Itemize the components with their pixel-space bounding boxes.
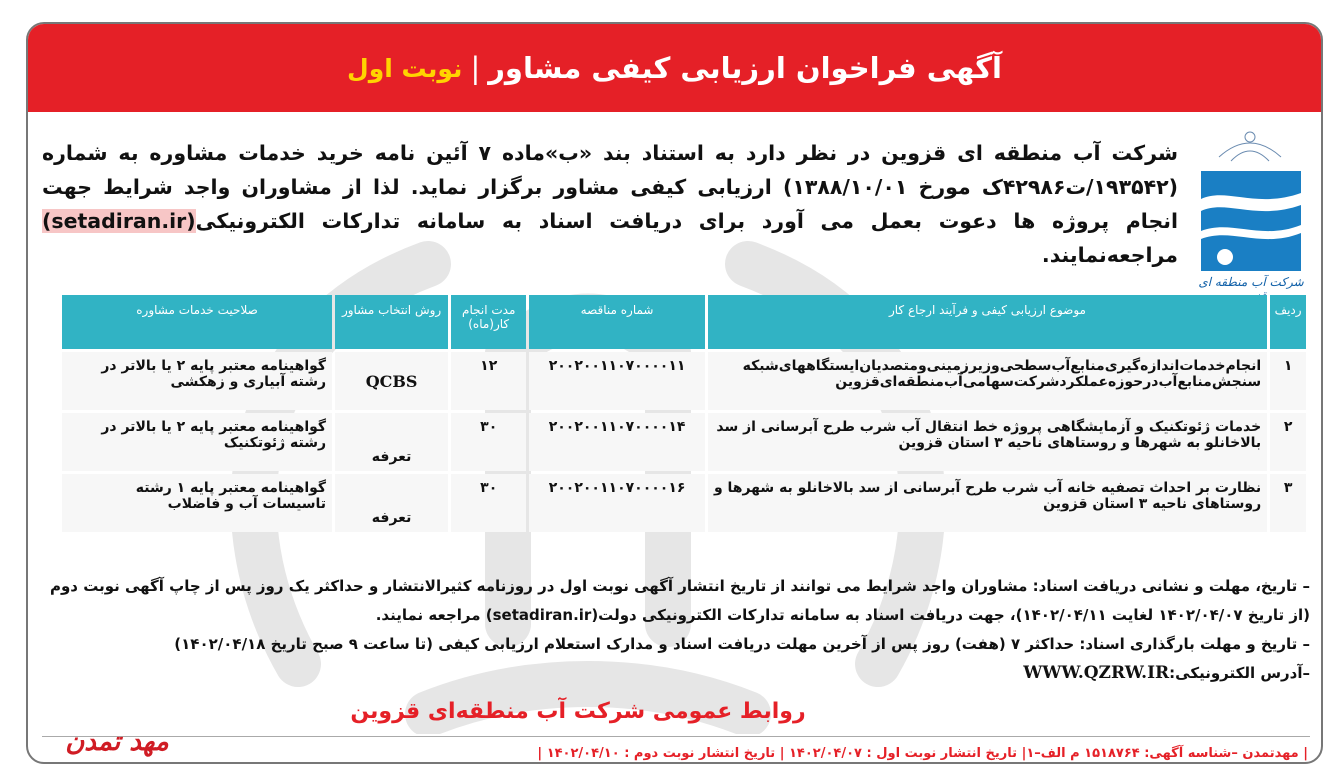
cell-method: QCBS	[335, 352, 448, 410]
cell-subject: نظارت بر احداث تصفیه خانه آب شرب طرح آبرسانی از سد بالاخانلو به شهرها و روستاهای ناحیه ۳ استان قزوین	[708, 474, 1267, 532]
cell-subject: انجام‌خدمات‌اندازه‌گیری‌منابع‌آب‌سطحی‌وزیرزمینی‌ومتصدیان‌ایستگاههای‌شبکه سنجش‌منابع‌آب‌در‌حوزه‌عملکرد‌شرکت‌سهامی‌آب‌منطقه‌ای‌قزوین	[708, 352, 1267, 410]
cell-idx: ۱	[1270, 352, 1306, 410]
note-document-receipt: – تاریخ، مهلت و نشانی دریافت اسناد: مشاوران واجد شرایط می توانند از تاریخ انتشار آگهی نوبت اول در روزنامه کثیرالانتشار و حداکثر یک روز پس از چاپ آگهی نوبت دوم (از تاریخ ۱۴۰۲/۰۴/۰۷ لغایت ۱۴۰۲/۰۴/۱۱)، جهت دریافت اسناد به سامانه تدارکات الکترونیکی دولت(setadiran.ir) مراجعه نمایند.	[49, 577, 1310, 624]
header-method: روش انتخاب مشاور	[335, 295, 448, 349]
table-row	[62, 474, 1306, 532]
cell-method: تعرفه	[335, 413, 448, 471]
works-table	[59, 292, 1309, 535]
announcement-header	[28, 24, 1321, 112]
water-wave-icon	[1201, 171, 1301, 271]
logo-caption: شرکت آب منطقه ای	[1198, 275, 1304, 289]
cell-method: تعرفه	[335, 474, 448, 532]
intro-site: (setadiran.ir)	[42, 209, 196, 233]
notes-section	[42, 572, 1310, 688]
public-relations-signature: روابط عمومی شرکت آب منطقه‌ای قزوین	[350, 699, 806, 724]
intro-closing: مراجعه‌نمایند.	[1041, 243, 1178, 267]
cell-duration: ۳۰	[451, 413, 526, 471]
brand-logo-text: مهد تمدن	[65, 727, 169, 757]
cell-duration: ۱۲	[451, 352, 526, 410]
announcement-title: آگهی فراخوان ارزیابی کیفی مشاور	[488, 51, 1002, 85]
cell-tender-no: ۲۰۰۲۰۰۱۱۰۷۰۰۰۰۱۶	[529, 474, 704, 532]
cell-idx: ۲	[1270, 413, 1306, 471]
announcement-frame	[26, 22, 1323, 764]
note-website	[42, 659, 1310, 688]
footer-divider	[42, 736, 1310, 737]
header-subject: موضوع ارزیابی کیفی و فرآیند ارجاع کار	[708, 295, 1267, 349]
cell-duration: ۳۰	[451, 474, 526, 532]
intro-paragraph	[42, 136, 1178, 272]
emblem-icon	[1209, 127, 1291, 167]
note-upload-deadline: – تاریخ و مهلت بارگذاری اسناد: حداکثر ۷ (هفت) روز پس از آخرین مهلت دریافت اسناد و مدارک استعلام ارزیابی کیفی (تا ساعت ۹ صبح تاریخ ۱۴۰۲/۰۴/۱۸)	[174, 635, 1310, 653]
table-header-row	[62, 295, 1306, 349]
company-logo	[1191, 127, 1311, 297]
cell-tender-no: ۲۰۰۲۰۰۱۱۰۷۰۰۰۰۱۱	[529, 352, 704, 410]
cell-tender-no: ۲۰۰۲۰۰۱۱۰۷۰۰۰۰۱۴	[529, 413, 704, 471]
title-separator: |	[470, 51, 481, 85]
header-duration: مدت انجام کار(ماه)	[451, 295, 526, 349]
cell-qualification: گواهینامه معتبر پایه ۲ یا بالاتر در رشته آبیاری و زهکشی	[62, 352, 332, 410]
intro-text: شرکت آب منطقه ای قزوین در نظر دارد به استناد بند «ب»ماده ۷ آئین نامه خرید خدمات مشاوره به شماره (۱۹۳۵۴۲/ت۴۲۹۸۶ک مورخ ۱۳۸۸/۱۰/۰۱) ارزیابی کیفی مشاور برگزار نماید. لذا از مشاوران واجد شرایط جهت انجام پروژه ها دعوت بعمل می آورد برای دریافت اسناد به سامانه تدارکات الکترونیکی	[42, 141, 1178, 233]
footer-info: | مهدتمدن –شناسه آگهی: ۱۵۱۸۷۶۴ م الف–۱| تاریخ انتشار نوبت اول : ۱۴۰۲/۰۴/۰۷ | تاریخ انتشار نوبت دوم : ۱۴۰۲/۰۴/۱۰ |	[537, 746, 1308, 761]
cell-idx: ۳	[1270, 474, 1306, 532]
cell-subject: خدمات ژئوتکنیک و آزمایشگاهی پروژه خط انتقال آب شرب طرح آبرسانی از سد بالاخانلو به شهرها و روستاهای ناحیه ۳ استان قزوین	[708, 413, 1267, 471]
table-row	[62, 413, 1306, 471]
header-qualification: صلاحیت خدمات مشاوره	[62, 295, 332, 349]
header-idx: ردیف	[1270, 295, 1306, 349]
website-label: –آدرس الکترونیکی:	[1169, 664, 1310, 682]
round-label: نوبت اول	[347, 53, 463, 83]
table-row	[62, 352, 1306, 410]
header-tender-no: شماره مناقصه	[529, 295, 704, 349]
newspaper-brand	[42, 724, 192, 764]
website-link[interactable]: WWW.QZRW.IR	[1023, 663, 1170, 683]
cell-qualification: گواهینامه معتبر پایه ۲ یا بالاتر در رشته ژئوتکنیک	[62, 413, 332, 471]
cell-qualification: گواهینامه معتبر پایه ۱ رشته تاسیسات آب و فاضلاب	[62, 474, 332, 532]
